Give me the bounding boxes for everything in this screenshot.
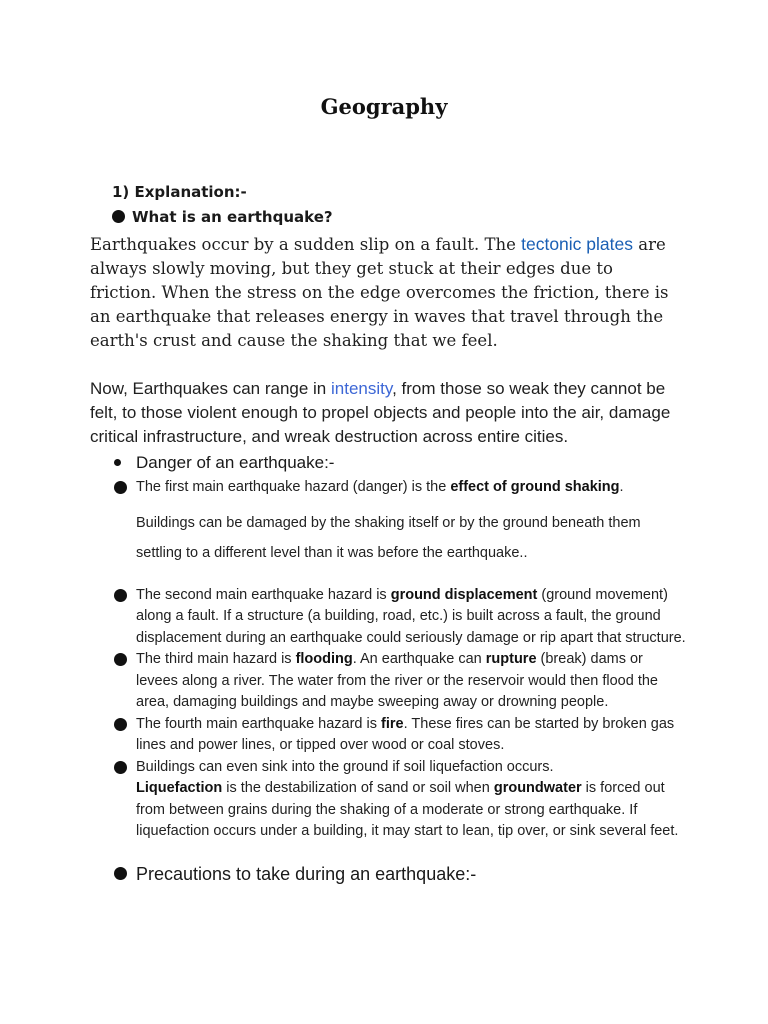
precautions-heading: Precautions to take during an earthquake:- — [136, 863, 477, 884]
bullet-icon — [114, 867, 127, 880]
bullet-icon — [114, 718, 127, 731]
bullet-icon — [112, 210, 125, 223]
bold-term: groundwater — [493, 780, 582, 796]
hazard-line: settling to a different level than it was before the earthquake.. — [136, 544, 528, 561]
text-span: . An earthquake can — [352, 651, 486, 667]
bold-term: flooding — [295, 651, 353, 667]
page-title: Geography — [320, 94, 448, 119]
bold-term: rupture — [485, 651, 537, 667]
text-span: is forced out from between grains during the shaking of a moderate or strong earthquake. If liquefaction occurs under a building, it may start to lean, tip over, or sink several feet. — [136, 780, 679, 839]
paragraph-text: Now, Earthquakes can range in — [90, 379, 331, 398]
list-item-hazard-shaking — [108, 477, 688, 568]
subheading-what-is-earthquake — [112, 208, 333, 226]
text-span: . These fires can be started by broken gas lines and power lines, or tipped over wood or coal stoves. — [136, 715, 675, 753]
hazard-text — [136, 477, 688, 499]
paragraph-text: Earthquakes occur by a sudden slip on a fault. The — [90, 235, 522, 254]
bullet-icon — [114, 761, 127, 774]
hazard-text — [136, 778, 688, 843]
bold-term: fire — [381, 715, 404, 732]
subheading-text: What is an earthquake? — [132, 208, 333, 226]
list-item-precautions — [108, 862, 688, 886]
bullet-icon — [114, 481, 127, 494]
text-span: The second main earthquake hazard is — [136, 586, 391, 603]
paragraph-earthquake-definition — [90, 232, 680, 353]
text-span: The third main hazard is — [136, 651, 296, 667]
danger-heading: Danger of an earthquake:- — [136, 453, 335, 472]
danger-list — [108, 451, 688, 886]
text-span: . — [619, 479, 624, 495]
bold-term: ground displacement — [390, 586, 538, 603]
bold-term: effect of ground shaking — [450, 479, 620, 495]
intensity-link[interactable]: intensity — [330, 379, 393, 398]
section-heading-explanation: 1) Explanation:- — [112, 183, 247, 201]
bullet-icon — [114, 653, 127, 666]
bold-term: Liquefaction — [136, 780, 223, 796]
list-item-hazard-fire — [108, 714, 688, 757]
list-item-hazard-flooding — [108, 649, 688, 714]
list-item-danger-heading — [108, 451, 688, 475]
paragraph-text: , from those so weak they cannot be felt, to those violent enough to propel objects and people into the air, damage critical infrastructure, and wreak destruction across entire cities. — [90, 379, 671, 446]
text-span: is the destabilization of sand or soil when — [222, 780, 494, 796]
list-item-hazard-displacement — [108, 585, 688, 650]
paragraph-intensity — [90, 377, 680, 449]
text-span: The fourth main earthquake hazard is — [136, 715, 382, 732]
paragraph-text: are always slowly moving, but they get stuck at their edges due to friction. When the stress on the edge overcomes the friction, there is an earthquake that releases energy in waves that travel through the earth's crust and cause the shaking that we feel. — [90, 235, 669, 350]
hazard-line: Buildings can even sink into the ground if soil liquefaction occurs. — [136, 758, 554, 775]
list-item-hazard-liquefaction — [108, 757, 688, 843]
tectonic-plates-link[interactable]: tectonic plates — [521, 234, 633, 254]
bullet-icon — [114, 589, 127, 602]
hazard-line: Buildings can be damaged by the shaking itself or by the ground beneath them — [136, 514, 641, 531]
bullet-icon — [114, 459, 121, 466]
text-span: (break) dams or levees along a river. The water from the river or the reservoir would then flood the area, damaging buildings and maybe sweeping away or drowning people. — [136, 651, 658, 710]
text-span: (ground movement) along a fault. If a structure (a building, road, etc.) is built across a fault, the ground displacement during an earthquake could seriously damage or rip apart that structure. — [136, 586, 686, 646]
text-span: The first main earthquake hazard (danger) is the — [136, 479, 451, 495]
